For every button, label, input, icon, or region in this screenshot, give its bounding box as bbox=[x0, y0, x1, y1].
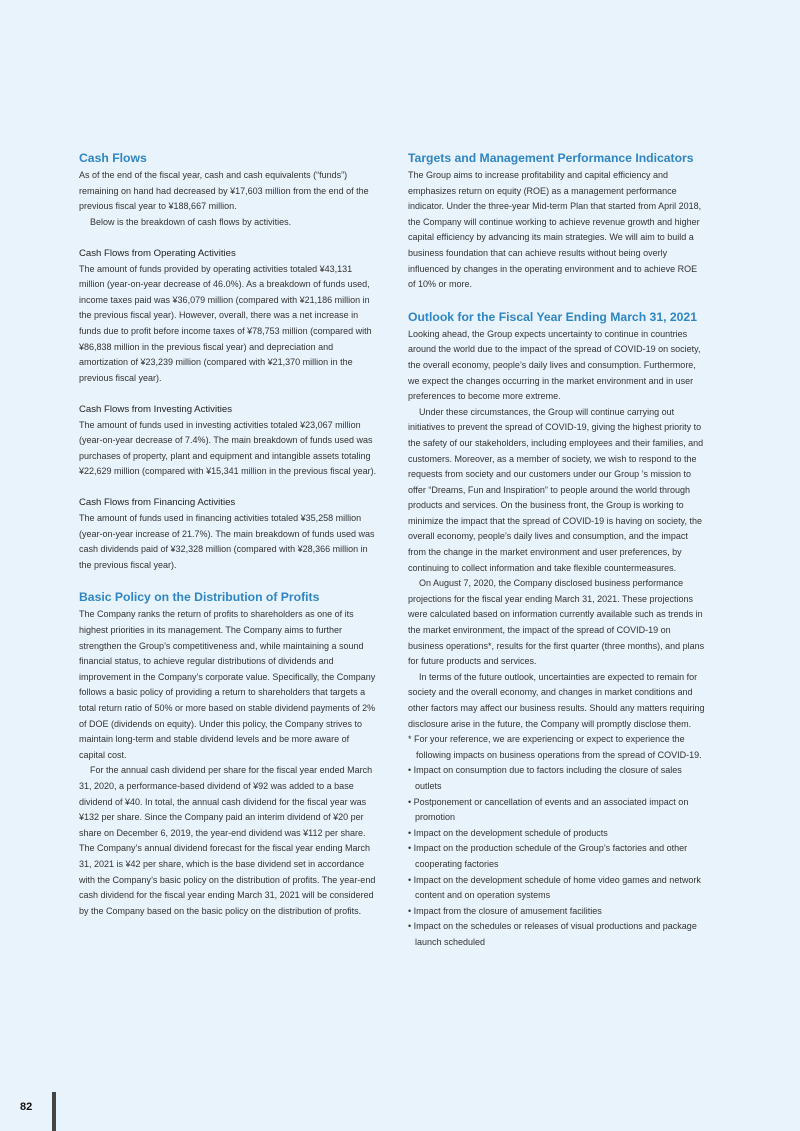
right-column bbox=[408, 150, 706, 951]
financing-activities-heading: Cash Flows from Financing Activities bbox=[79, 497, 236, 509]
cash-flows-breakdown-intro: Below is the breakdown of cash flows by activities. bbox=[90, 216, 292, 227]
outlook-paragraph-2: Under these circumstances, the Group will continue carrying out initiatives to prevent the spread of COVID-19, giving the highest priority to the safety of our stakeholders, including employees and their families, and customers. Moreover, as a member of society, we wish to respond to the requests from society and our customers under our Group ’s mission to offer “Dreams, Fun and Inspiration” to people around the world through products and services. On the business front, the Group is working to minimize the impact that the spread of COVID-19 is having on society, the overall economy, people’s daily lives and consumption, and the impact from the change in the market environment and user preferences, by continuing to collect information and take flexible countermeasures. bbox=[408, 406, 704, 573]
dividend-paragraph: For the annual cash dividend per share for the fiscal year ended March 31, 2020, a performance-based dividend of ¥92 was added to a base dividend of ¥40. In total, the annual cash dividend for the fiscal year was ¥132 per share. Since the Company paid an interim dividend of ¥20 per share on December 6, 2019, the year-end dividend was ¥112 per share. The Company’s annual dividend forecast for the fiscal year ending March 31, 2021 is ¥42 per share, which is the base dividend set in accordance with the Company’s basic policy on the distribution of profits. The year-end cash dividend for the fiscal year ending March 31, 2021 will be considered by the Company based on the basic policy on the distribution of profits. bbox=[79, 765, 376, 916]
cash-flows-heading: Cash Flows bbox=[79, 151, 147, 165]
operating-activities-heading: Cash Flows from Operating Activities bbox=[79, 247, 236, 259]
list-item: • Postponement or cancellation of events and an associated impact on promotion bbox=[408, 796, 689, 823]
cash-flows-paragraph: As of the end of the fiscal year, cash and cash equivalents (“funds”) remaining on hand had decreased by ¥17,603 million from the end of the previous fiscal year to ¥188,667 million. bbox=[79, 170, 369, 212]
operating-activities-paragraph: The amount of funds provided by operating activities totaled ¥43,131 million (year-on-year decrease of 46.0%). As a breakdown of funds used, income taxes paid was ¥36,079 million (compared with ¥21,186 million in the previous fiscal year). However, overall, there was a net increase in funds due to profit before income taxes of ¥78,753 million (compared with ¥86,838 million in the previous fiscal year) and depreciation and amortization of ¥23,239 million (compared with ¥21,370 million in the previous fiscal year). bbox=[79, 263, 372, 383]
page-marker-bar bbox=[52, 1092, 56, 1131]
outlook-paragraph-4: In terms of the future outlook, uncertainties are expected to remain for society and the overall economy, and changes in market conditions and other factors may affect our business results. Should any matters requiring disclosure arise in the future, the Company will promptly disclose them. bbox=[408, 671, 705, 729]
reference-note-line-2: following impacts on business operations from the spread of COVID-19. bbox=[416, 749, 702, 760]
outlook-paragraph-3: On August 7, 2020, the Company disclosed business performance projections for the fiscal year ending March 31, 2021. These projections were calculated based on information currently available such as trends in the market environment, the impact of the spread of COVID-19 on business operations*, results for the first quarter (three months), and plans for future products and services. bbox=[408, 578, 705, 667]
targets-paragraph: The Group aims to increase profitability and capital efficiency and emphasizes return on equity (ROE) as a management performance indicator. Under the three-year Mid-term Plan that started from April 2018, the Company will continue working to achieve revenue growth and higher capital efficiency by advancing its main strategies. We will aim to build a business foundation that can achieve results without being overly influenced by changes in the operating environment and to achieve ROE of 10% or more. bbox=[408, 170, 702, 290]
page-number: 82 bbox=[20, 1101, 33, 1113]
list-item: • Impact on the schedules or releases of visual productions and package launch scheduled bbox=[408, 921, 697, 947]
distribution-policy-paragraph: The Company ranks the return of profits to shareholders as one of its highest priorities in its management. The Company aims to further strengthen the Group’s competitiveness and, while maintaining a sound financial status, to achieve regular distributions of dividends and improvement in the Company’s corporate value. Specifically, the Company follows a basic policy of providing a return to shareholders that targets a total return ratio of 50% or more based on stable dividend payments of 2% of DOE (dividends on equity). Under this policy, the Company strives to maintain long-term and stable dividend levels and be more aware of capital cost. bbox=[79, 609, 376, 760]
left-column bbox=[79, 150, 377, 919]
list-item: • Impact on the development schedule of home video games and network content and on operation systems bbox=[408, 874, 701, 901]
targets-heading: Targets and Management Performance Indicators bbox=[408, 151, 694, 165]
impact-list bbox=[408, 763, 706, 950]
investing-activities-heading: Cash Flows from Investing Activities bbox=[79, 403, 233, 415]
distribution-policy-heading: Basic Policy on the Distribution of Profits bbox=[79, 590, 320, 605]
list-item: • Impact on the development schedule of products bbox=[408, 827, 608, 838]
list-item: • Impact on the production schedule of the Group’s factories and other cooperating factories bbox=[408, 843, 688, 869]
list-item: • Impact on consumption due to factors including the closure of sales outlets bbox=[408, 765, 682, 791]
outlook-heading: Outlook for the Fiscal Year Ending March 31, 2021 bbox=[408, 309, 697, 324]
list-item: • Impact from the closure of amusement facilities bbox=[408, 905, 602, 916]
investing-activities-paragraph: The amount of funds used in investing activities totaled ¥23,067 million (year-on-year decrease of 7.4%). The main breakdown of funds used was purchases of property, plant and equipment and intangible assets totaling ¥22,629 million (compared with ¥15,341 million in the previous fiscal year). bbox=[79, 419, 377, 477]
reference-note-line-1: * For your reference, we are experiencing or expect to experience the bbox=[408, 734, 685, 745]
outlook-paragraph-1: Looking ahead, the Group expects uncertainty to continue in countries around the world due to the impact of the spread of COVID-19 on society, the overall economy, people’s daily lives and consumption. Furthermore, we expect the changes occurring in the market environment and in user preferences to become more extreme. bbox=[408, 328, 701, 402]
financing-activities-paragraph: The amount of funds used in financing activities totaled ¥35,258 million (year-on-year increase of 21.7%). The main breakdown of funds used was cash dividends paid of ¥32,328 million (compared with ¥28,366 million in the previous fiscal year). bbox=[79, 513, 375, 570]
